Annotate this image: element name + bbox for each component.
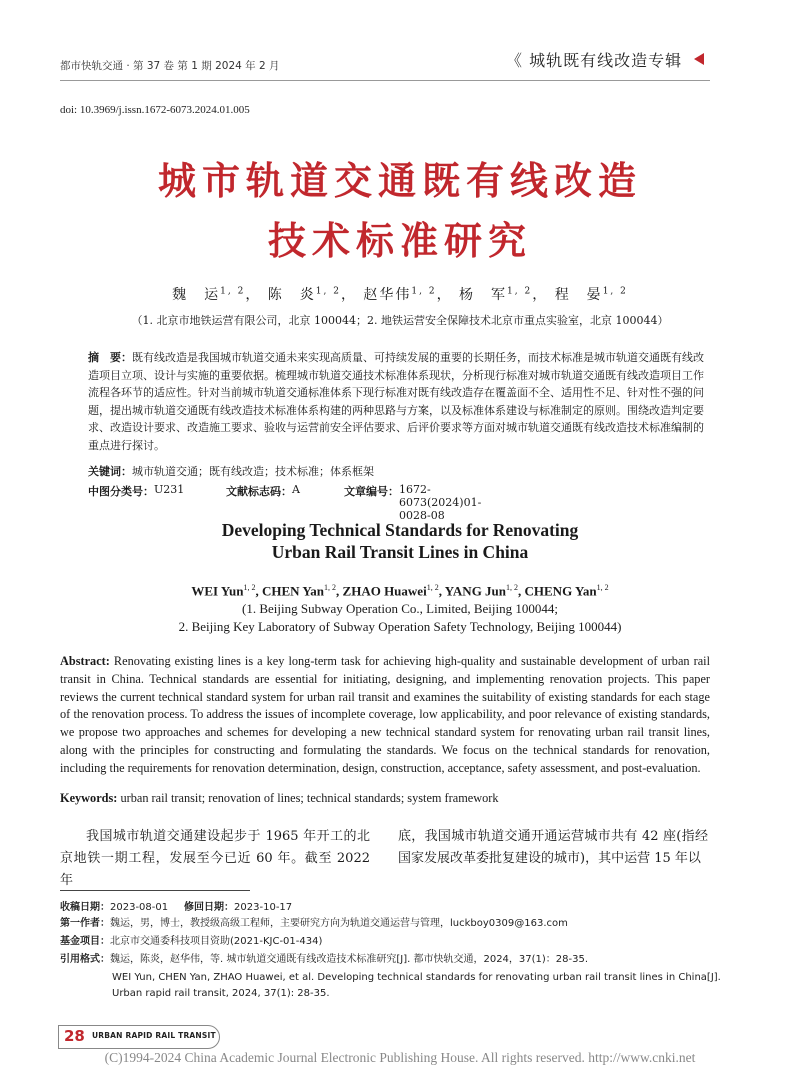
keywords-en-text: urban rail transit; renovation of lines; technical standards; system framework (120, 791, 499, 805)
affiliation-cn: （1. 北京市地铁运营有限公司，北京 100044；2. 地铁运营安全保障技术北京市重点实验室，北京 100044） (131, 314, 669, 327)
author-sup: 1, 2 (315, 286, 341, 297)
header-divider (60, 80, 710, 81)
author-cn: 赵华伟 (363, 287, 412, 303)
authors-en: WEI Yun$^{1, 2}$, CHEN Yan$^{1, 2}$, ZHAO Huawei$^{1, 2}$, YANG Jun$^{1, 2}$, CHENG Yan$^{1, 2}$ (191, 583, 609, 599)
author-en: WEI Yun (191, 583, 244, 599)
abstract-en-label: Abstract: (60, 654, 110, 668)
keywords-cn (88, 463, 712, 481)
received-label: 收稿日期： (60, 902, 110, 913)
column-title: 《 城轨既有线改造专辑 (506, 51, 683, 70)
fund-text: 北京市交通委科技项目资助(2021-KJC-01-434) (110, 936, 323, 947)
abstract-cn-text: 既有线改造是我国城市轨道交通未来实现高质量、可持续发展的重要的长期任务，而技术标准是城市轨道交通既有线改造项目立项、设计与实施的重要依据。梳理城市轨道交通技术标准体系现状，分析现行标准对城市轨道交通既有线改造项目工作流程各环节的适应性。针对当前城市轨道交通标准体系下现行标准对既有线改造存在覆盖面不全、适用性不足、针对性不强的问题，提出城市轨道交通既有线改造技术标准体系构建的两种思路与方案，以及标准体系建设与标准制定的原则。围绕改造判定要求、改造设计要求、改造施工要求、验收与运营前安全评估要求、后评价要求等方面对城市轨道交通既有线改造技术标准编制的重点进行探讨。 (88, 351, 704, 452)
author-sup: 1, 2 (243, 583, 256, 592)
title-en-line-1: Developing Technical Standards for Renovating (221, 520, 579, 540)
revised-label: 修回日期： (184, 902, 235, 913)
cite-cn-text: 魏运，陈炎，赵华伟，等. 城市轨道交通既有线改造技术标准研究[J]. 都市快轨交通，2024，37(1)：28-35. (110, 954, 589, 965)
author-en: CHEN Yan (262, 583, 325, 599)
author-cn: 杨 军 (459, 287, 508, 303)
triangle-marker-icon (694, 53, 704, 65)
author-cn: 陈 炎 (267, 287, 316, 303)
author-en: ZHAO Huawei (342, 583, 427, 599)
author-sup: 1, 2 (324, 583, 337, 592)
author-sup: 1, 2 (602, 286, 628, 297)
footnote-citation-en (112, 970, 732, 1002)
footnote-divider (60, 890, 250, 891)
affiliation-en-line-1: (1. Beijing Subway Operation Co., Limited, Beijing 100044; (242, 601, 558, 616)
cite-en-line-1: WEI Yun, CHEN Yan, ZHAO Huawei, et al. Developing technical standards for renovating urban rail transit lines in China[J]. (112, 972, 721, 983)
clc-label: 中图分类号： (88, 485, 154, 498)
body-column-right: 底，我国城市轨道交通开通运营城市共有 42 座(指经国家发展改革委批复建设的城市)，其中运营 15 年以 (398, 829, 708, 866)
abstract-en-text: Renovating existing lines is a key long-term task for achieving high-quality and sustainable development of urban rail transit in China. Technical standards are essential for initiating, designing, and implementing renovation projects. This paper reviews the current technical standard system for urban rail transit and examines the suitability of existing standards for each stage of the renovation process. To address the issues of incomplete coverage, low applicability, and poor relevance of existing standards, we propose two approaches and schemes for developing a new technical standard system for renovating urban rail transit lines, along with the principles for constructing and formulating the standards. We focus on the technical standards for renovation, including the requirements for renovation determination, design, construction, acceptance, safety assessment, and post-evaluation. (60, 654, 710, 775)
body-column-left: 我国城市轨道交通建设起步于 1965 年开工的北京地铁一期工程，发展至今已近 60 年。截至 2022 年 (60, 829, 370, 888)
author-en: YANG Jun (444, 583, 507, 599)
first-author-label: 第一作者： (60, 918, 110, 929)
abstract-cn (88, 349, 712, 455)
clc-value: U231 (154, 483, 185, 496)
cite-label: 引用格式： (60, 954, 110, 965)
keywords-cn-text: 城市轨道交通；既有线改造；技术标准；体系框架 (132, 465, 374, 478)
affiliation-en-line-2: 2. Beijing Key Laboratory of Subway Operation Safety Technology, Beijing 100044) (178, 619, 622, 634)
doc-code-label: 文献标志码： (226, 485, 292, 498)
doc-code-value: A (292, 483, 300, 496)
footnote-fund (60, 934, 720, 950)
doc-code-field (226, 483, 300, 499)
footnote-first-author (60, 916, 720, 932)
author-sup: 1, 2 (220, 286, 246, 297)
revised-date: 2023-10-17 (234, 902, 293, 913)
author-sup: 1, 2 (411, 286, 437, 297)
author-sup: 1, 2 (426, 583, 439, 592)
author-cn: 程 晏 (554, 287, 603, 303)
journal-name-en: URBAN RAPID RAIL TRANSIT (92, 1031, 216, 1040)
page-number: 28 (64, 1027, 85, 1045)
article-no-field (344, 483, 482, 522)
author-cn: 魏 运 (172, 287, 221, 303)
author-sup: 1, 2 (506, 583, 519, 592)
title-cn-line-1: 城市轨道交通既有线改造 (157, 158, 642, 203)
clc-field (88, 483, 185, 499)
keywords-en (60, 791, 710, 806)
copyright-notice: (C)1994-2024 China Academic Journal Electronic Publishing House. All rights reserved. http://www.cnki.net (104, 1050, 696, 1065)
article-no-label: 文章编号： (344, 485, 399, 498)
title-en-line-2: Urban Rail Transit Lines in China (271, 542, 529, 562)
author-en: CHENG Yan (524, 583, 597, 599)
footnote-citation (60, 952, 720, 968)
doi: doi: 10.3969/j.issn.1672-6073.2024.01.005 (60, 104, 250, 116)
author-sup: 1, 2 (507, 286, 533, 297)
keywords-en-label: Keywords: (60, 791, 118, 805)
abstract-cn-label: 摘 要： (88, 351, 132, 364)
first-author-text: 魏运，男，博士，教授级高级工程师，主要研究方向为轨道交通运营与管理，luckboy0309@163.com (110, 918, 568, 929)
received-date: 2023-08-01 (110, 902, 169, 913)
abstract-en (60, 653, 710, 778)
keywords-cn-label: 关键词： (88, 465, 132, 478)
fund-label: 基金项目： (60, 936, 110, 947)
journal-issue-line: 都市快轨交通 · 第 37 卷 第 1 期 2024 年 2 月 (60, 60, 280, 72)
authors-cn: 魏 运$^{1, 2}$， 陈 炎$^{1, 2}$， 赵华伟$^{1, 2}$， 杨 军$^{1, 2}$， 程 晏$^{1, 2}$ (172, 286, 628, 303)
footnote-dates (60, 900, 720, 916)
author-sup: 1, 2 (596, 583, 609, 592)
article-no-value: 1672-6073(2024)01-0028-08 (399, 483, 482, 522)
title-cn-line-2: 技术标准研究 (267, 218, 532, 263)
cite-en-line-2: Urban rapid rail transit, 2024, 37(1): 28-35. (112, 988, 330, 999)
